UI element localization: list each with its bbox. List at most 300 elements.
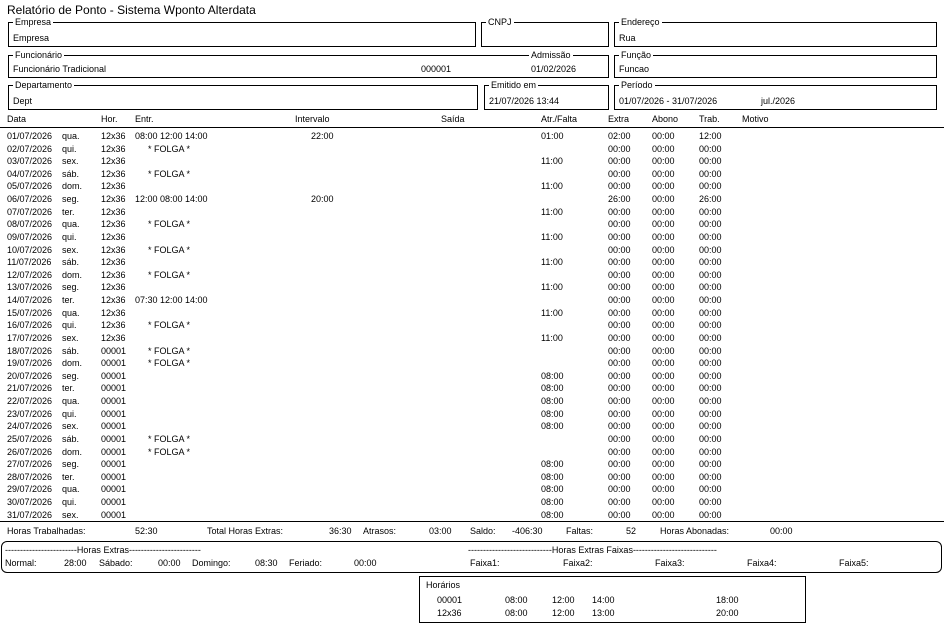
horario-t4: 18:00: [716, 595, 739, 605]
col-hor: Hor.: [101, 114, 118, 124]
row-entr: * FOLGA *: [148, 168, 191, 179]
horario-t2: 12:00: [552, 608, 575, 618]
total-extras-label: Total Horas Extras:: [207, 526, 284, 536]
row-dow: sáb.: [62, 168, 80, 179]
table-row: [0, 180, 944, 193]
row-dow: ter.: [62, 206, 75, 217]
row-trab: 12:00: [699, 131, 722, 141]
row-trab: 00:00: [699, 496, 722, 507]
row-abono: 00:00: [652, 257, 675, 268]
row-extra: 00:00: [608, 332, 631, 343]
funcao-label: Função: [621, 50, 652, 60]
row-extra: 00:00: [608, 433, 631, 444]
row-hor: 00001: [101, 509, 127, 520]
table-row: [0, 458, 944, 471]
horario-t3: 14:00: [592, 595, 615, 605]
row-trab: 00:00: [699, 269, 722, 280]
row-date: 27/07/2026: [7, 459, 53, 470]
row-date: 20/07/2026: [7, 370, 53, 381]
row-trab: 00:00: [699, 206, 722, 217]
faixa1-label: Faixa1:: [470, 558, 500, 568]
row-extra: 00:00: [608, 421, 631, 432]
row-dow: dom.: [62, 181, 83, 192]
funcionario-value: Funcionário Tradicional: [13, 64, 107, 74]
row-extra: 00:00: [608, 345, 631, 356]
row-extra: 02:00: [608, 131, 631, 141]
saldo-label: Saldo:: [470, 526, 496, 536]
row-extra: 00:00: [608, 231, 631, 242]
normal-label: Normal:: [5, 558, 37, 568]
row-abono: 00:00: [652, 131, 675, 141]
row-dow: seg.: [62, 194, 80, 205]
row-date: 18/07/2026: [7, 345, 53, 356]
row-hor: 12x36: [101, 181, 126, 192]
row-dow: seg.: [62, 459, 80, 470]
row-hor: 00001: [101, 484, 127, 495]
row-extra: 00:00: [608, 143, 631, 154]
row-dow: ter.: [62, 295, 75, 306]
row-dow: qua.: [62, 219, 80, 230]
row-date: 30/07/2026: [7, 496, 53, 507]
row-trab: 00:00: [699, 143, 722, 154]
departamento-label: Departamento: [15, 80, 73, 90]
row-date: 24/07/2026: [7, 421, 53, 432]
row-extra: 00:00: [608, 509, 631, 520]
row-dow: sáb.: [62, 433, 80, 444]
row-date: 22/07/2026: [7, 396, 53, 407]
table-row: [0, 345, 944, 358]
row-entr: * FOLGA *: [148, 446, 191, 457]
row-date: 21/07/2026: [7, 383, 53, 394]
row-abono: 00:00: [652, 509, 675, 520]
row-dow: sex.: [62, 421, 79, 432]
row-hor: 12x36: [101, 269, 126, 280]
domingo-label: Domingo:: [192, 558, 231, 568]
row-abono: 00:00: [652, 345, 675, 356]
row-abono: 00:00: [652, 408, 675, 419]
row-entr: * FOLGA *: [148, 358, 191, 369]
table-row: [0, 244, 944, 257]
funcionario-box: [8, 50, 609, 78]
row-dow: qua.: [62, 484, 80, 495]
totals-divider: [0, 521, 944, 522]
row-trab: 26:00: [699, 194, 722, 205]
row-date: 01/07/2026: [7, 131, 53, 141]
row-entr: 07:30 12:00 14:00: [135, 295, 208, 306]
row-hor: 00001: [101, 370, 127, 381]
row-trab: 00:00: [699, 307, 722, 318]
row-date: 05/07/2026: [7, 181, 53, 192]
row-atr: 08:00: [541, 459, 564, 470]
faixa3-label: Faixa3:: [655, 558, 685, 568]
row-trab: 00:00: [699, 332, 722, 343]
faixa2-label: Faixa2:: [563, 558, 593, 568]
row-hor: 12x36: [101, 332, 126, 343]
row-abono: 00:00: [652, 194, 675, 205]
table-row: [0, 332, 944, 345]
row-atr: 11:00: [541, 206, 563, 217]
horarios-title: Horários: [426, 580, 461, 590]
row-atr: 11:00: [541, 156, 563, 167]
row-trab: 00:00: [699, 421, 722, 432]
table-row: [0, 155, 944, 168]
emitido-label: Emitido em: [491, 80, 537, 90]
row-abono: 00:00: [652, 358, 675, 369]
normal-value: 28:00: [64, 558, 87, 568]
row-hor: 12x36: [101, 168, 126, 179]
row-date: 13/07/2026: [7, 282, 53, 293]
row-dow: sáb.: [62, 257, 80, 268]
row-entr: * FOLGA *: [148, 345, 191, 356]
row-abono: 00:00: [652, 244, 675, 255]
row-date: 09/07/2026: [7, 231, 53, 242]
table-row: [0, 496, 944, 509]
row-entr: * FOLGA *: [148, 143, 191, 154]
row-atr: 01:00: [541, 131, 564, 141]
table-row: [0, 269, 944, 282]
row-extra: 00:00: [608, 181, 631, 192]
row-abono: 00:00: [652, 396, 675, 407]
row-trab: 00:00: [699, 295, 722, 306]
faixa4-label: Faixa4:: [747, 558, 777, 568]
table-row: [0, 218, 944, 231]
cnpj-label: CNPJ: [488, 17, 512, 27]
row-trab: 00:00: [699, 320, 722, 331]
row-date: 16/07/2026: [7, 320, 53, 331]
sabado-value: 00:00: [158, 558, 181, 568]
row-atr: 08:00: [541, 408, 564, 419]
funcionario-label: Funcionário: [15, 50, 63, 60]
table-row: [0, 408, 944, 421]
row-trab: 00:00: [699, 345, 722, 356]
row-hor: 12x36: [101, 295, 126, 306]
table-row: [0, 130, 944, 143]
row-dow: seg.: [62, 370, 80, 381]
row-abono: 00:00: [652, 484, 675, 495]
row-trab: 00:00: [699, 383, 722, 394]
row-hor: 12x36: [101, 231, 126, 242]
row-dow: qui.: [62, 143, 77, 154]
row-dow: sex.: [62, 156, 79, 167]
row-date: 06/07/2026: [7, 194, 53, 205]
row-abono: 00:00: [652, 168, 675, 179]
row-entr: * FOLGA *: [148, 433, 191, 444]
row-abono: 00:00: [652, 471, 675, 482]
table-row: [0, 483, 944, 496]
row-hor: 00001: [101, 471, 127, 482]
total-extras-value: 36:30: [329, 526, 352, 536]
col-extra: Extra: [608, 114, 630, 124]
row-atr: 11:00: [541, 231, 563, 242]
row-date: 25/07/2026: [7, 433, 53, 444]
row-extra: 00:00: [608, 206, 631, 217]
row-date: 03/07/2026: [7, 156, 53, 167]
row-extra: 26:00: [608, 194, 631, 205]
row-trab: 00:00: [699, 257, 722, 268]
row-date: 28/07/2026: [7, 471, 53, 482]
row-interval: 20:00: [311, 194, 334, 205]
table-row: [0, 307, 944, 320]
row-date: 12/07/2026: [7, 269, 53, 280]
endereco-label: Endereço: [621, 17, 660, 27]
row-entr: * FOLGA *: [148, 219, 191, 230]
row-abono: 00:00: [652, 219, 675, 230]
row-extra: 00:00: [608, 320, 631, 331]
col-saida: Saída: [441, 114, 465, 124]
row-date: 19/07/2026: [7, 358, 53, 369]
row-abono: 00:00: [652, 370, 675, 381]
row-atr: 08:00: [541, 370, 564, 381]
feriado-label: Feriado:: [289, 558, 323, 568]
col-data: Data: [7, 114, 27, 124]
row-trab: 00:00: [699, 433, 722, 444]
periodo-value: 01/07/2026 - 31/07/2026: [619, 96, 718, 106]
horario-t1: 08:00: [505, 595, 528, 605]
row-hor: 00001: [101, 446, 127, 457]
horario-code: 00001: [437, 595, 463, 605]
row-dow: dom.: [62, 358, 83, 369]
row-trab: 00:00: [699, 358, 722, 369]
row-extra: 00:00: [608, 396, 631, 407]
row-hor: 12x36: [101, 244, 126, 255]
empresa-value: Empresa: [13, 33, 50, 43]
row-trab: 00:00: [699, 282, 722, 293]
row-atr: 11:00: [541, 257, 563, 268]
row-atr: 11:00: [541, 307, 563, 318]
row-abono: 00:00: [652, 332, 675, 343]
departamento-value: Dept: [13, 96, 33, 106]
row-trab: 00:00: [699, 509, 722, 520]
row-extra: 00:00: [608, 484, 631, 495]
sabado-label: Sábado:: [99, 558, 133, 568]
row-hor: 12x36: [101, 219, 126, 230]
faltas-value: 52: [626, 526, 637, 536]
row-atr: 08:00: [541, 421, 564, 432]
empresa-label: Empresa: [15, 17, 52, 27]
row-trab: 00:00: [699, 396, 722, 407]
row-atr: 08:00: [541, 383, 564, 394]
row-dow: qui.: [62, 408, 77, 419]
col-abono: Abono: [652, 114, 679, 124]
row-dow: qui.: [62, 231, 77, 242]
row-trab: 00:00: [699, 471, 722, 482]
row-hor: 12x36: [101, 143, 126, 154]
header-divider: [0, 127, 944, 128]
table-row: [0, 370, 944, 383]
table-row: [0, 294, 944, 307]
row-extra: 00:00: [608, 307, 631, 318]
horario-t2: 12:00: [552, 595, 575, 605]
row-extra: 00:00: [608, 446, 631, 457]
col-trab: Trab.: [699, 114, 720, 124]
row-hor: 00001: [101, 459, 127, 470]
row-trab: 00:00: [699, 446, 722, 457]
row-dow: ter.: [62, 471, 75, 482]
row-abono: 00:00: [652, 269, 675, 280]
cnpj-box: [481, 17, 609, 47]
row-hor: 12x36: [101, 307, 126, 318]
row-hor: 00001: [101, 396, 127, 407]
row-dow: qua.: [62, 307, 80, 318]
row-extra: 00:00: [608, 295, 631, 306]
row-atr: 08:00: [541, 484, 564, 495]
horas-abonadas-label: Horas Abonadas:: [660, 526, 730, 536]
row-date: 14/07/2026: [7, 295, 53, 306]
table-row: [0, 193, 944, 206]
row-date: 07/07/2026: [7, 206, 53, 217]
row-abono: 00:00: [652, 181, 675, 192]
row-abono: 00:00: [652, 383, 675, 394]
row-abono: 00:00: [652, 496, 675, 507]
row-dow: dom.: [62, 269, 83, 280]
table-row: [0, 433, 944, 446]
row-trab: 00:00: [699, 156, 722, 167]
periodo-month: jul./2026: [761, 96, 796, 106]
row-abono: 00:00: [652, 231, 675, 242]
row-extra: 00:00: [608, 168, 631, 179]
endereco-value: Rua: [619, 33, 636, 43]
horas-extras-heading: ------------------------Horas Extras------------------------: [5, 545, 201, 555]
funcao-value: Funcao: [619, 64, 650, 74]
row-date: 31/07/2026: [7, 509, 53, 520]
row-dow: ter.: [62, 383, 75, 394]
row-hor: 00001: [101, 433, 127, 444]
row-atr: 08:00: [541, 471, 564, 482]
col-entr: Entr.: [135, 114, 154, 124]
row-hor: 00001: [101, 408, 127, 419]
row-date: 11/07/2026: [7, 257, 52, 268]
horario-t3: 13:00: [592, 608, 615, 618]
table-row: [0, 357, 944, 370]
row-atr: 08:00: [541, 509, 564, 520]
row-trab: 00:00: [699, 459, 722, 470]
row-date: 23/07/2026: [7, 408, 53, 419]
table-row: [0, 206, 944, 219]
table-row: [0, 281, 944, 294]
funcao-box: [614, 50, 937, 78]
row-dow: qui.: [62, 496, 77, 507]
row-dow: qua.: [62, 396, 80, 407]
table-row: [0, 509, 944, 522]
row-entr: 12:00 08:00 14:00: [135, 194, 208, 205]
row-hor: 00001: [101, 496, 127, 507]
horario-t4: 20:00: [716, 608, 739, 618]
row-atr: 11:00: [541, 282, 563, 293]
row-hor: 12x36: [101, 282, 126, 293]
row-hor: 12x36: [101, 194, 126, 205]
row-extra: 00:00: [608, 269, 631, 280]
row-hor: 00001: [101, 345, 127, 356]
row-extra: 00:00: [608, 383, 631, 394]
row-dow: qui.: [62, 320, 77, 331]
row-atr: 08:00: [541, 496, 564, 507]
horas-trabalhadas-value: 52:30: [135, 526, 158, 536]
row-extra: 00:00: [608, 219, 631, 230]
row-date: 08/07/2026: [7, 219, 53, 230]
row-abono: 00:00: [652, 446, 675, 457]
saldo-value: -406:30: [512, 526, 543, 536]
table-row: [0, 168, 944, 181]
row-hor: 00001: [101, 421, 127, 432]
row-dow: sex.: [62, 332, 79, 343]
row-date: 26/07/2026: [7, 446, 53, 457]
row-interval: 22:00: [311, 131, 334, 141]
row-entr: * FOLGA *: [148, 320, 191, 331]
horas-abonadas-value: 00:00: [770, 526, 793, 536]
row-dow: qua.: [62, 131, 80, 141]
funcionario-code: 000001: [421, 64, 452, 74]
table-row: [0, 319, 944, 332]
row-dow: dom.: [62, 446, 83, 457]
row-abono: 00:00: [652, 459, 675, 470]
row-extra: 00:00: [608, 370, 631, 381]
row-extra: 00:00: [608, 459, 631, 470]
domingo-value: 08:30: [255, 558, 278, 568]
row-abono: 00:00: [652, 206, 675, 217]
row-hor: 12x36: [101, 131, 126, 141]
row-atr: 11:00: [541, 332, 563, 343]
atrasos-value: 03:00: [429, 526, 452, 536]
faixas-heading: ----------------------------Horas Extras Faixas----------------------------: [468, 545, 717, 555]
table-row: [0, 395, 944, 408]
row-date: 15/07/2026: [7, 307, 53, 318]
row-hor: 12x36: [101, 257, 126, 268]
row-dow: sáb.: [62, 345, 80, 356]
row-trab: 00:00: [699, 244, 722, 255]
row-extra: 00:00: [608, 156, 631, 167]
row-hor: 12x36: [101, 206, 126, 217]
row-date: 29/07/2026: [7, 484, 53, 495]
row-extra: 00:00: [608, 471, 631, 482]
row-abono: 00:00: [652, 433, 675, 444]
table-row: [0, 143, 944, 156]
row-trab: 00:00: [699, 408, 722, 419]
row-hor: 00001: [101, 358, 127, 369]
row-hor: 12x36: [101, 320, 126, 331]
row-abono: 00:00: [652, 295, 675, 306]
row-atr: 08:00: [541, 396, 564, 407]
emitido-box: [484, 80, 609, 110]
row-hor: 00001: [101, 383, 127, 394]
row-trab: 00:00: [699, 181, 722, 192]
row-abono: 00:00: [652, 282, 675, 293]
horario-code: 12x36: [437, 608, 462, 618]
row-extra: 00:00: [608, 257, 631, 268]
admissao-value: 01/02/2026: [531, 64, 577, 74]
col-intervalo: Intervalo: [295, 114, 330, 124]
row-entr: 08:00 12:00 14:00: [135, 131, 208, 141]
admissao-label: Admissão: [531, 50, 571, 60]
row-trab: 00:00: [699, 370, 722, 381]
row-date: 10/07/2026: [7, 244, 53, 255]
row-extra: 00:00: [608, 244, 631, 255]
row-extra: 00:00: [608, 282, 631, 293]
faltas-label: Faltas:: [566, 526, 594, 536]
feriado-value: 00:00: [354, 558, 377, 568]
row-entr: * FOLGA *: [148, 244, 191, 255]
row-date: 17/07/2026: [7, 332, 53, 343]
row-trab: 00:00: [699, 231, 722, 242]
report-title: Relatório de Ponto - Sistema Wponto Alterdata: [7, 3, 256, 17]
row-dow: sex.: [62, 509, 79, 520]
row-hor: 12x36: [101, 156, 126, 167]
departamento-box: [8, 80, 478, 110]
row-extra: 00:00: [608, 408, 631, 419]
col-atr-falta: Atr./Falta: [541, 114, 578, 124]
periodo-label: Período: [621, 80, 653, 90]
table-row: [0, 446, 944, 459]
faixa5-label: Faixa5:: [839, 558, 869, 568]
